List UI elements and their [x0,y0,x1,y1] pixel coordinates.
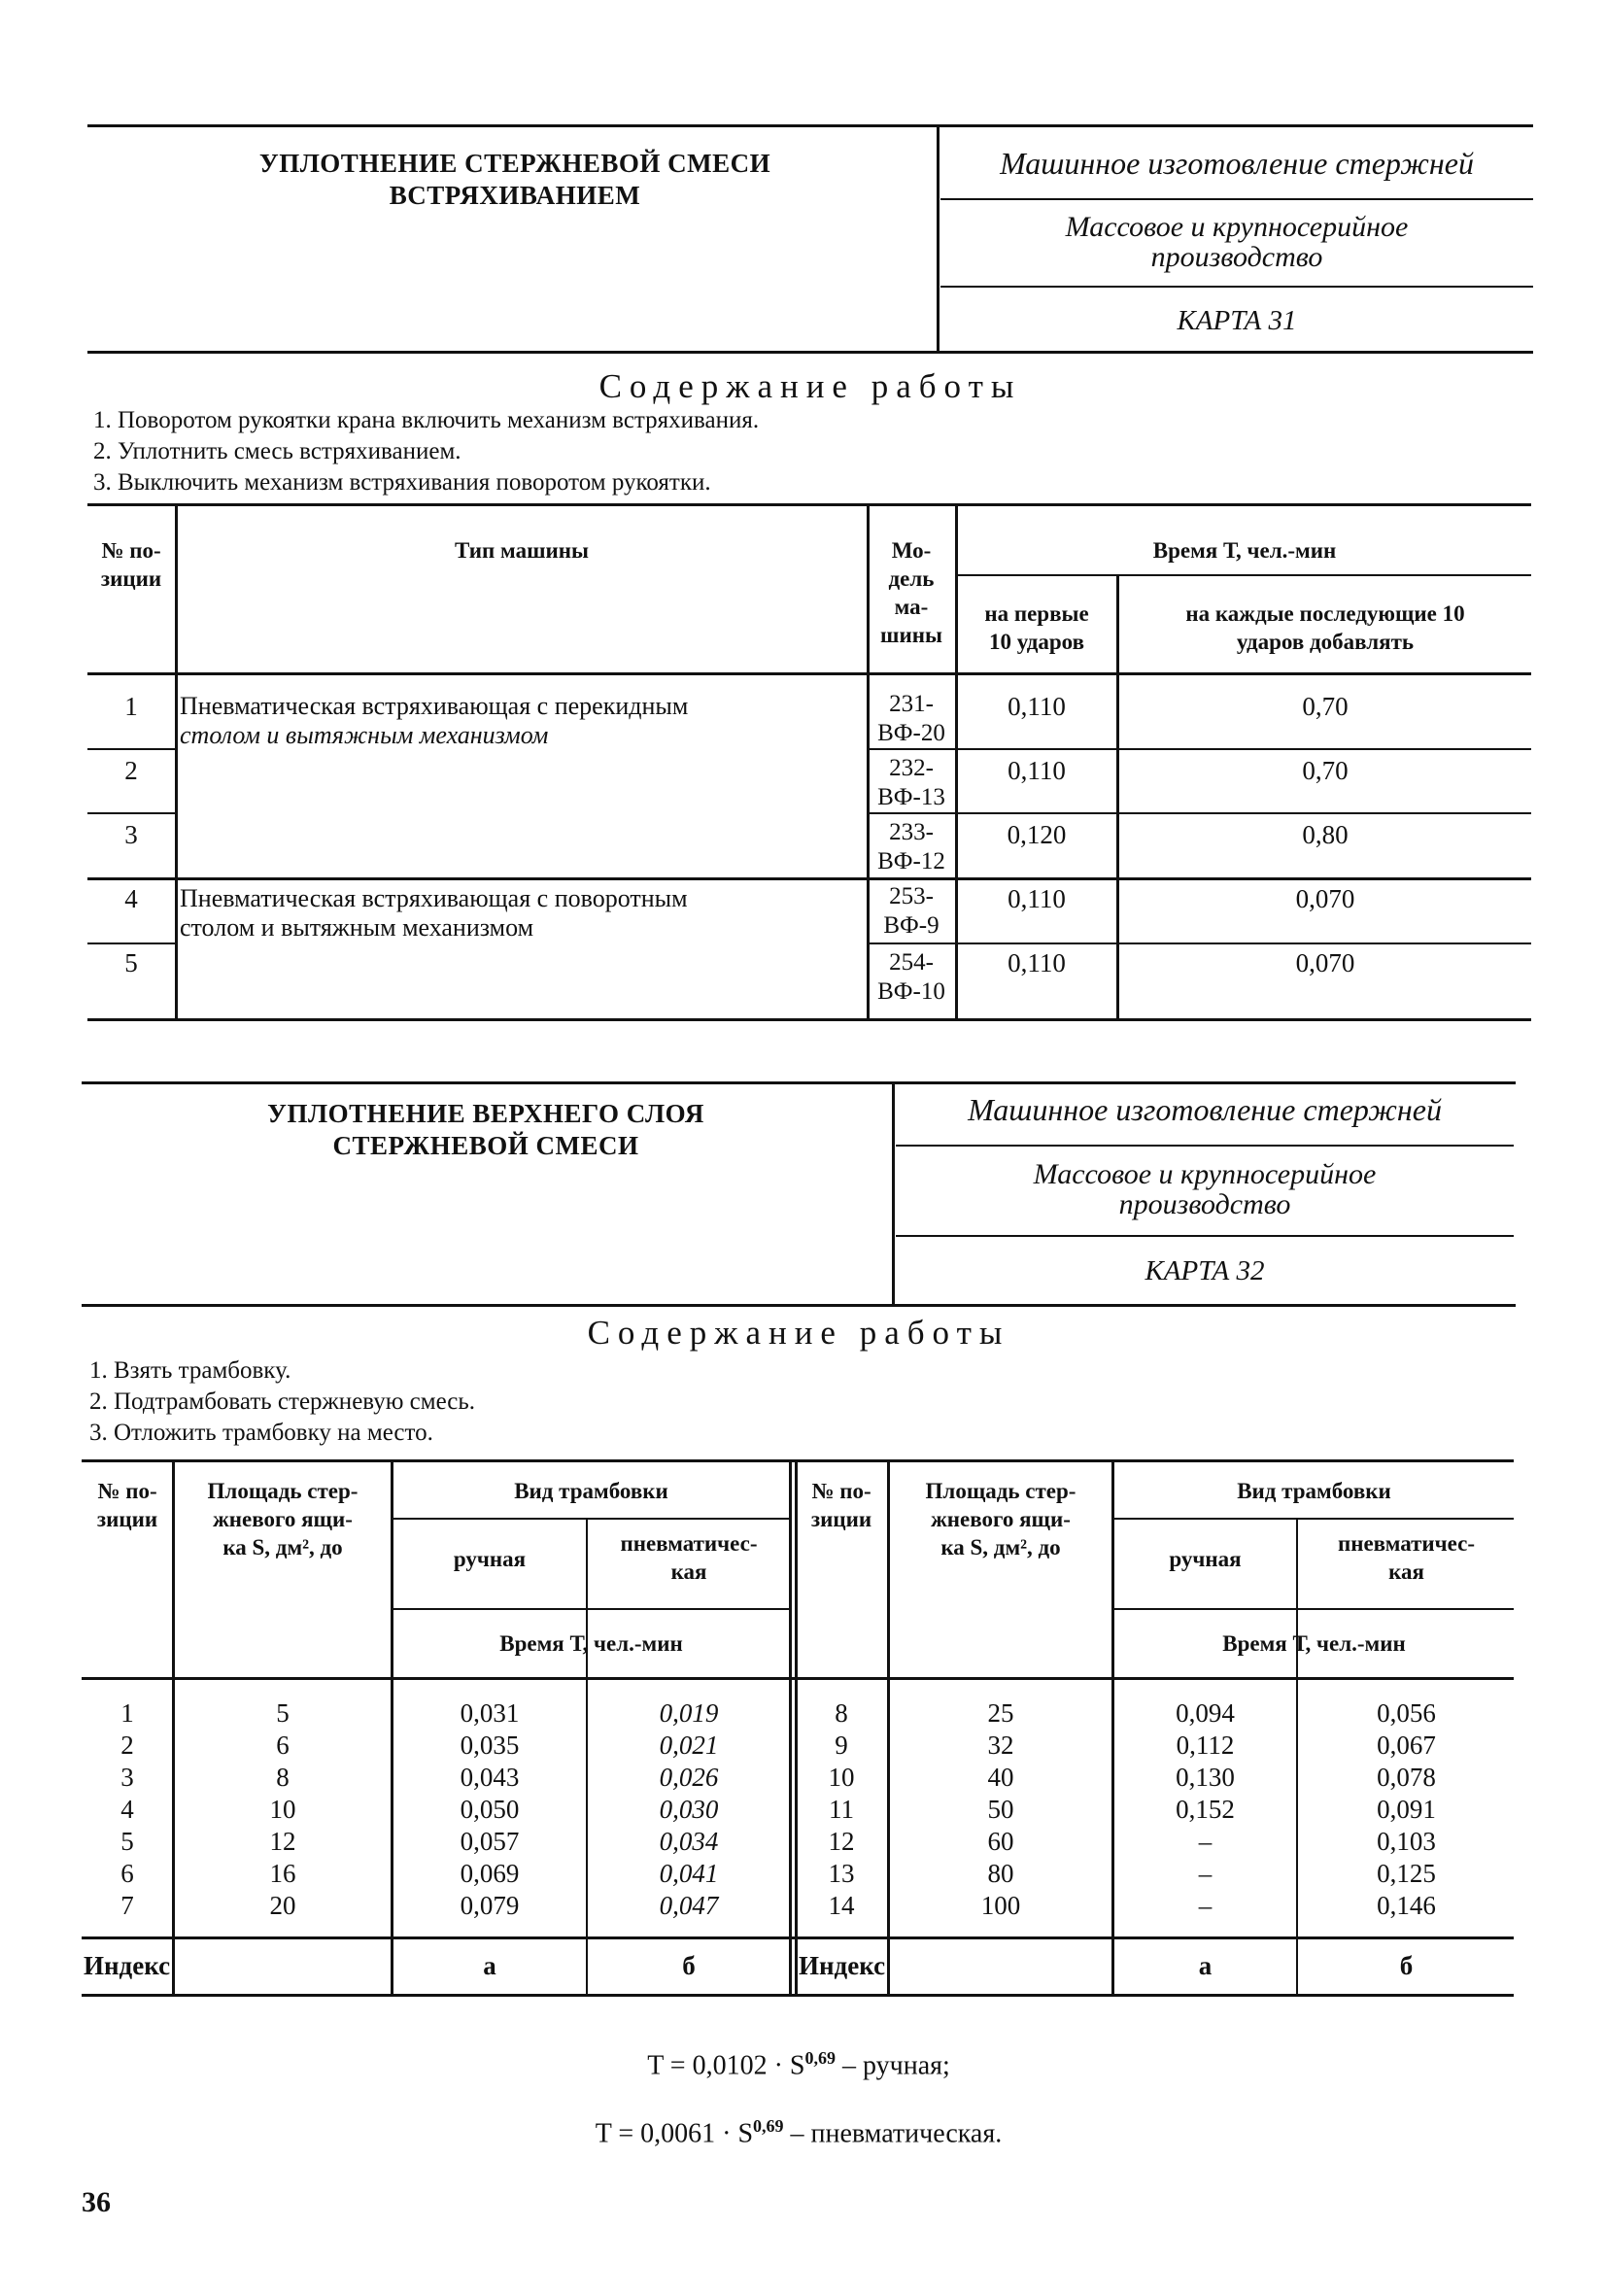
card32-index-a-right: а [1198,1951,1213,1980]
card31-production: Массовое и крупносерийное производство [1065,211,1409,273]
card32-title: УПЛОТНЕНИЕ ВЕРХНЕГО СЛОЯ СТЕРЖНЕВОЙ СМЕСИ [267,1099,704,1160]
formula-manual: T = 0,0102 · S$^{0,69}$ – ручная; [647,2048,950,2081]
card31-col-pos: № по- зиции [100,538,162,591]
row-pos: 1 [124,692,138,721]
row-model: 254- ВФ-10 [877,949,945,1005]
card31-col-type: Тип машины [455,538,589,563]
card32-col-pos-left: № по- зиции [96,1479,158,1531]
card32-right-pos: 8 9 10 11 12 13 14 [828,1698,855,1920]
card32-index-a-left: а [483,1951,496,1980]
card31-col-model: Мо- дель ма- шины [880,538,942,647]
row-first: 0,110 [1008,756,1066,785]
card31-steps: 1. Поворотом рукоятки крана включить механизм встряхивания. 2. Уплотнить смесь встряхиванием. 3. Выключить механизм встряхивания поворотом рукоятки. [93,407,760,496]
row-first: 0,110 [1008,692,1066,721]
row-each: 0,070 [1295,948,1355,977]
card32-steps: 1. Взять трамбовку. 2. Подтрамбовать стержневую смесь. 3. Отложить трамбовку на место. [89,1357,476,1446]
row-first: 0,110 [1008,948,1066,977]
row-pos: 5 [124,948,138,977]
card31-machine-group2: Пневматическая встряхивающая с поворотным столом и вытяжным механизмом [180,884,688,942]
row-pos: 4 [124,884,138,913]
row-model: 253- ВФ-9 [883,883,940,939]
card32-left-pneu: 0,019 0,021 0,026 0,030 0,034 0,041 0,047 [659,1698,719,1920]
row-model: 231- ВФ-20 [877,691,945,746]
card31-col-time: Время Т, чел.-мин [1152,538,1337,563]
card31-col-each: на каждые последующие 10 ударов добавлять [1185,601,1465,654]
card32-section-title: Содержание работы [587,1314,1010,1352]
card31-section-title: Содержание работы [598,367,1022,405]
card32-right-manual: 0,094 0,112 0,130 0,152 – – – [1176,1698,1235,1920]
card32-left-pos: 1 2 3 4 5 6 7 [120,1698,134,1920]
row-each: 0,070 [1295,884,1355,913]
card32-col-area-left: Площадь стер- жневого ящи- ка S, дм², до [207,1479,359,1559]
card31-category: Машинное изготовление стержней [1000,146,1474,181]
card32-index-label-right: Индекс [799,1951,886,1980]
row-each: 0,80 [1302,820,1349,849]
card32-left-area: 5 6 8 10 12 16 20 [269,1698,296,1920]
row-each: 0,70 [1302,756,1349,785]
row-model: 232- ВФ-13 [877,755,945,810]
card32-col-kind-left: Вид трамбовки [514,1479,668,1503]
row-first: 0,110 [1008,884,1066,913]
card31-machine-group1: Пневматическая встряхивающая с перекидным столом и вытяжным механизмом [180,692,689,749]
row-pos: 3 [124,820,138,849]
row-model: 233- ВФ-12 [877,819,945,874]
card32-col-area-right: Площадь стер- жневого ящи- ка S, дм², до [925,1479,1076,1559]
row-pos: 2 [124,756,138,785]
card32-col-kind-right: Вид трамбовки [1237,1479,1391,1503]
card32-right-pneu: 0,056 0,067 0,078 0,091 0,103 0,125 0,146 [1377,1698,1436,1920]
card32-left-manual: 0,031 0,035 0,043 0,050 0,057 0,069 0,079 [460,1698,520,1920]
card32-index-b-right: б [1399,1951,1414,1980]
card31-col-first: на первые 10 ударов [984,601,1089,654]
card32-right-area: 25 32 40 50 60 80 100 [980,1698,1021,1920]
card32-col-pneu-right: пневматичес- кая [1337,1531,1476,1584]
row-each: 0,70 [1302,692,1349,721]
card32-production: Массовое и крупносерийное производство [1033,1158,1377,1220]
card32-col-pneu-left: пневматичес- кая [620,1531,758,1584]
card32-label: КАРТА 32 [1145,1255,1265,1286]
card32-col-manual-left: ручная [453,1547,527,1571]
card32-col-manual-right: ручная [1169,1547,1242,1571]
card32-index-b-left: б [682,1951,696,1980]
card31-label: КАРТА 31 [1177,305,1297,336]
card32-col-pos-right: № по- зиции [810,1479,872,1531]
card32-col-time-right: Время Т, чел.-мин [1222,1631,1406,1656]
card32-col-time-left: Время Т, чел.-мин [499,1631,683,1656]
card32-category: Машинное изготовление стержней [968,1092,1442,1127]
card32-index-label-left: Индекс [84,1951,171,1980]
formula-pneumatic: T = 0,0061 · S$^{0,69}$ – пневматическая. [595,2116,1003,2149]
row-first: 0,120 [1007,820,1067,849]
card31-title: УПЛОТНЕНИЕ СТЕРЖНЕВОЙ СМЕСИ ВСТРЯХИВАНИЕМ [258,149,771,210]
page-number: 36 [82,2186,111,2218]
